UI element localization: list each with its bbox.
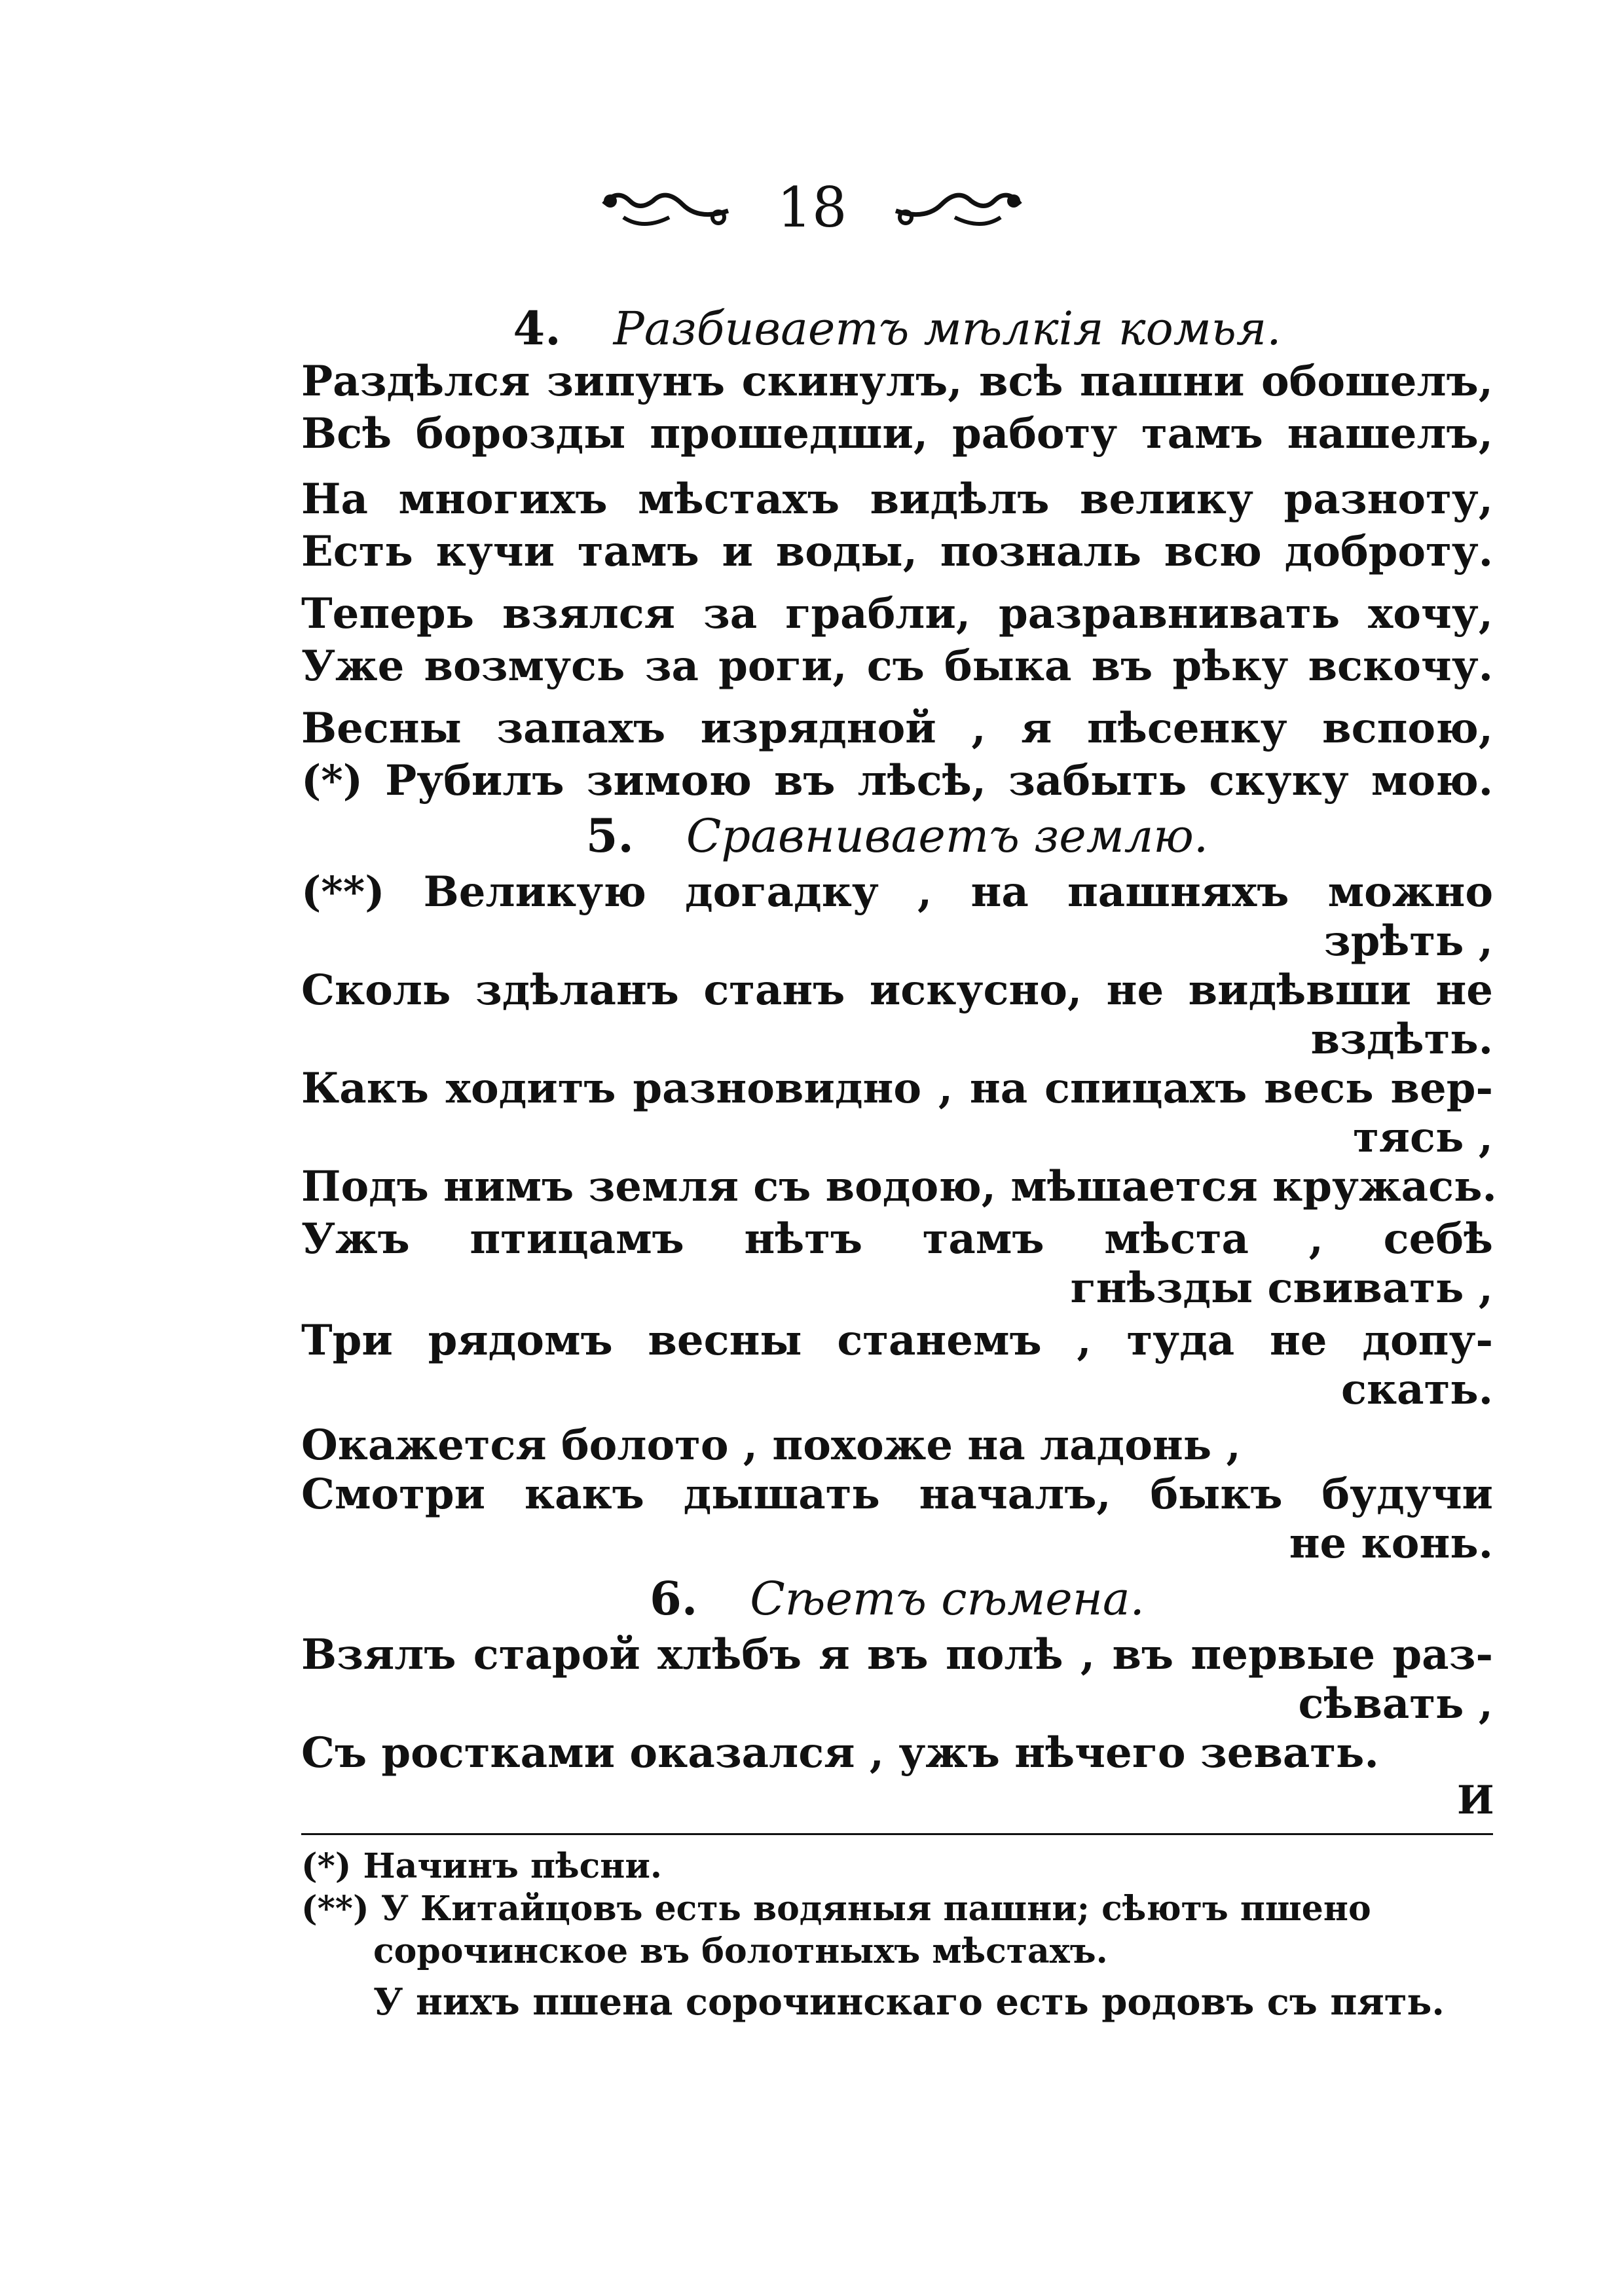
verse-line: (**) Великую догадку , на пашняхъ можно <box>301 867 1493 917</box>
verse-line: Весны запахъ изрядной , я пѣсенку вспою, <box>301 704 1493 753</box>
section-number: 4. <box>513 301 561 355</box>
footnote: У нихъ пшена сорочинскаго есть родовъ съ пять. <box>373 1980 1445 2024</box>
footnote: (**) У Китайцовъ есть водяныя пашни; сѣютъ пшено <box>301 1889 1371 1929</box>
verse-line: Взялъ старой хлѣбъ я въ полѣ , въ первые раз- <box>301 1630 1493 1679</box>
verse-line: зрѣть , <box>1323 917 1493 966</box>
verse-line: тясь , <box>1353 1113 1493 1162</box>
scroll-ornament-icon <box>597 181 735 234</box>
verse-line: не конь. <box>1289 1519 1493 1568</box>
section-title: Сѣетъ сѣмена. <box>750 1572 1145 1626</box>
verse-line: сѣвать , <box>1298 1679 1493 1728</box>
scroll-ornament-icon <box>889 181 1027 234</box>
catchword: И <box>1457 1777 1494 1823</box>
section-number: 6. <box>650 1571 698 1626</box>
footnote: сорочинское въ болотныхъ мѣстахъ. <box>373 1931 1108 1971</box>
verse-line: скать. <box>1340 1365 1493 1414</box>
verse-line: Теперь взялся за грабли, разравнивать хочу, <box>301 589 1493 638</box>
verse-line: Всѣ борозды прошедши, работу тамъ нашелъ, <box>301 409 1493 458</box>
verse-line: (*) Рубилъ зимою въ лѣсѣ, забыть скуку мою. <box>301 756 1493 805</box>
verse-line: Уже возмусь за роги, съ быка въ рѣку вскочу. <box>301 642 1493 691</box>
section-heading <box>301 809 1493 863</box>
verse-line: Смотри какъ дышать началъ, быкъ будучи <box>301 1470 1493 1519</box>
page-header <box>0 164 1624 242</box>
section-heading <box>301 1571 1493 1626</box>
verse-line: Сколь здѣланъ станъ искусно, не видѣвши не <box>301 966 1493 1015</box>
verse-line: гнѣзды свивать , <box>1070 1264 1493 1313</box>
section-title: Сравниваетъ землю. <box>686 809 1209 863</box>
verse-line: вздѣть. <box>1310 1015 1493 1064</box>
verse-line: Окажется болото , похоже на ладонь , <box>301 1421 1241 1470</box>
section-number: 5. <box>585 809 634 863</box>
verse-line: Ужъ птицамъ нѣтъ тамъ мѣста , себѣ <box>301 1214 1493 1264</box>
section-title: Разбиваетъ мѣлкія комья. <box>613 302 1282 355</box>
verse-line: Съ ростками оказался , ужъ нѣчего зевать. <box>301 1728 1379 1777</box>
footnote-rule <box>301 1833 1493 1835</box>
verse-line: Какъ ходитъ разновидно , на спицахъ весь вер- <box>301 1064 1493 1113</box>
verse-line: Раздѣлся зипунъ скинулъ, всѣ пашни обошелъ, <box>301 357 1493 406</box>
section-heading <box>301 301 1493 355</box>
verse-line: Три рядомъ весны станемъ , туда не допу- <box>301 1316 1493 1365</box>
page-number: 18 <box>777 175 847 240</box>
footnote: (*) Начинъ пѣсни. <box>301 1846 663 1886</box>
verse-line: Подъ нимъ земля съ водою, мѣшается кружась. <box>301 1162 1497 1211</box>
verse-line: Есть кучи тамъ и воды, позналь всю доброту. <box>301 527 1493 576</box>
verse-line: На многихъ мѣстахъ видѣлъ велику разноту, <box>301 475 1493 524</box>
